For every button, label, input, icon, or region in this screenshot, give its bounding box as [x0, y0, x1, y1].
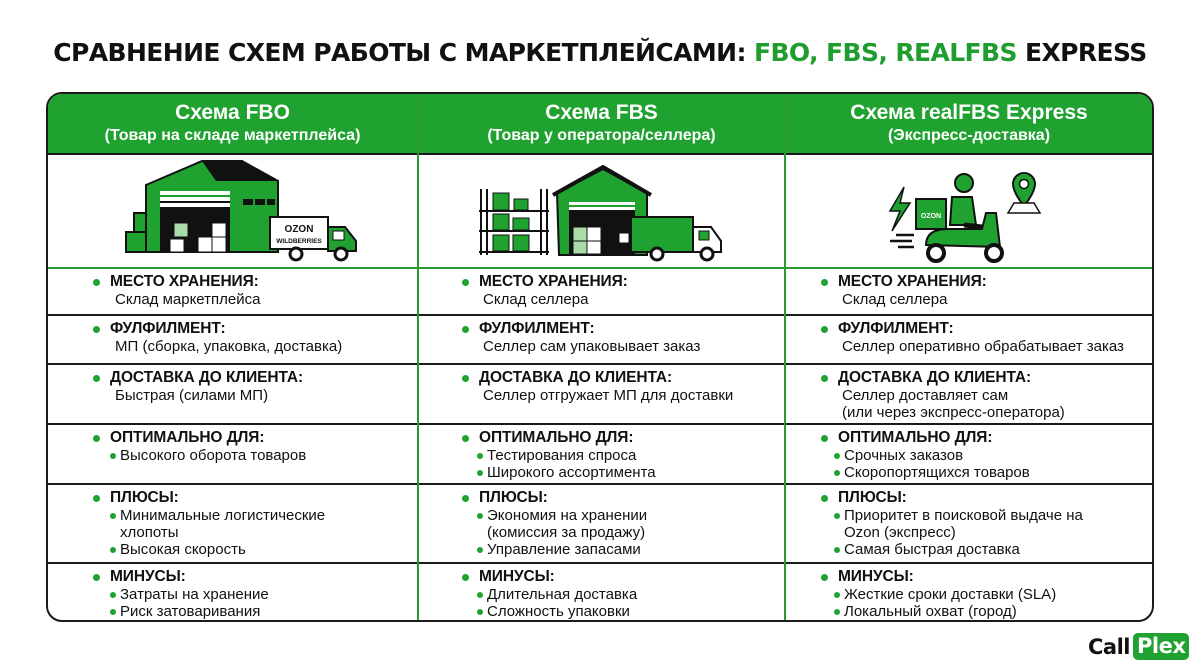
row-storage — [786, 269, 1152, 316]
list-item: Длительная доставка — [419, 586, 784, 603]
list-item: Скоропортящихся товаров — [786, 464, 1152, 481]
shelves-warehouse-truck-icon — [419, 155, 784, 269]
row-value: Селлер оперативно обрабатывает заказ — [842, 338, 1124, 355]
row-label: ФУЛФИЛМЕНТ: — [786, 320, 1152, 338]
row-value: Быстрая (силами МП) — [115, 387, 269, 404]
title-prefix: СРАВНЕНИЕ СХЕМ РАБОТЫ С МАРКЕТПЛЕЙСАМИ: — [53, 38, 754, 67]
row-value: Склад маркетплейса — [115, 291, 261, 308]
list-item: Сложность упаковки — [419, 603, 784, 620]
row-pros — [786, 485, 1152, 564]
courier-scooter-icon — [786, 155, 1152, 269]
list-item: Тестирования спроса — [419, 447, 784, 464]
callplex-logo — [1088, 633, 1189, 660]
list-item: Локальный охват (город) — [786, 603, 1152, 620]
row-fulfillment — [419, 316, 784, 365]
row-delivery — [419, 365, 784, 425]
row-value: Склад селлера — [842, 291, 948, 308]
row-value: Селлер отгружает МП для доставки — [483, 387, 734, 404]
column-subtitle: (Экспресс-доставка) — [887, 127, 1051, 144]
row-storage — [419, 269, 784, 316]
row-optimal-for — [48, 425, 417, 485]
svg-text:OZON: OZON — [284, 224, 314, 235]
column-realfbs-express — [786, 94, 1152, 620]
list-item: Экономия на хранении (комиссия за продажу) — [419, 507, 689, 541]
column-header — [786, 94, 1152, 155]
list-item: Широкого ассортимента — [419, 464, 784, 481]
row-delivery — [48, 365, 417, 425]
row-optimal-for — [786, 425, 1152, 485]
row-value: Селлер сам упаковывает заказ — [483, 338, 701, 355]
row-optimal-for — [419, 425, 784, 485]
list-item: Жесткие сроки доставки (SLA) — [786, 586, 1152, 603]
row-pros — [419, 485, 784, 564]
row-label: ПЛЮСЫ: — [48, 489, 417, 507]
row-label: МИНУСЫ: — [48, 568, 417, 586]
row-storage — [48, 269, 417, 316]
row-label: МИНУСЫ: — [419, 568, 784, 586]
row-value: Селлер доставляет сам — [842, 387, 1009, 404]
list-item: Управление запасами — [419, 541, 784, 558]
column-title: Схема FBO — [175, 101, 290, 124]
row-delivery — [786, 365, 1152, 425]
warehouse-truck-icon — [48, 155, 417, 269]
row-label: МЕСТО ХРАНЕНИЯ: — [48, 273, 417, 291]
page-title — [0, 38, 1200, 67]
row-label: ОПТИМАЛЬНО ДЛЯ: — [419, 429, 784, 447]
row-label: ПЛЮСЫ: — [786, 489, 1152, 507]
column-title: Схема realFBS Express — [850, 101, 1088, 124]
column-subtitle: (Товар у оператора/селлера) — [487, 127, 716, 144]
row-cons — [786, 564, 1152, 620]
list-item: Риск затоваривания — [48, 603, 417, 620]
row-label: ФУЛФИЛМЕНТ: — [48, 320, 417, 338]
column-subtitle: (Товар на складе маркетплейса) — [104, 127, 361, 144]
row-fulfillment — [786, 316, 1152, 365]
svg-text:OZON: OZON — [920, 213, 942, 220]
column-header — [48, 94, 417, 155]
svg-text:WILDBERRIES: WILDBERRIES — [276, 238, 322, 245]
column-fbo — [48, 94, 417, 620]
title-suffix: EXPRESS — [1016, 38, 1147, 67]
row-label: ПЛЮСЫ: — [419, 489, 784, 507]
row-label: ОПТИМАЛЬНО ДЛЯ: — [786, 429, 1152, 447]
row-label: ДОСТАВКА ДО КЛИЕНТА: — [419, 369, 784, 387]
list-item: Приоритет в поисковой выдаче на Ozon (экспресс) — [786, 507, 1086, 541]
row-label: ДОСТАВКА ДО КЛИЕНТА: — [786, 369, 1152, 387]
row-fulfillment — [48, 316, 417, 365]
row-label: МЕСТО ХРАНЕНИЯ: — [419, 273, 784, 291]
row-label: МЕСТО ХРАНЕНИЯ: — [786, 273, 1152, 291]
row-value: Склад селлера — [483, 291, 589, 308]
title-highlight: FBO, FBS, REALFBS — [753, 38, 1017, 67]
comparison-table — [46, 92, 1154, 622]
row-label: ДОСТАВКА ДО КЛИЕНТА: — [48, 369, 417, 387]
row-cons — [48, 564, 417, 620]
logo-text-plex: Plex — [1133, 633, 1189, 660]
list-item: Затраты на хранение — [48, 586, 417, 603]
list-item: Самая быстрая доставка — [786, 541, 1152, 558]
list-item: Минимальные логистические хлопоты — [48, 507, 348, 541]
list-item: Высокого оборота товаров — [48, 447, 417, 464]
column-header — [419, 94, 784, 155]
row-label: ФУЛФИЛМЕНТ: — [419, 320, 784, 338]
row-label: МИНУСЫ: — [786, 568, 1152, 586]
list-item: Высокая скорость — [48, 541, 417, 558]
row-label: ОПТИМАЛЬНО ДЛЯ: — [48, 429, 417, 447]
row-pros — [48, 485, 417, 564]
row-value-secondary: (или через экспресс-оператора) — [842, 404, 1065, 421]
logo-text-call: Call — [1088, 634, 1130, 659]
row-cons — [419, 564, 784, 620]
column-title: Схема FBS — [545, 101, 658, 124]
column-fbs — [417, 94, 786, 620]
list-item: Срочных заказов — [786, 447, 1152, 464]
row-value: МП (сборка, упаковка, доставка) — [115, 338, 343, 355]
